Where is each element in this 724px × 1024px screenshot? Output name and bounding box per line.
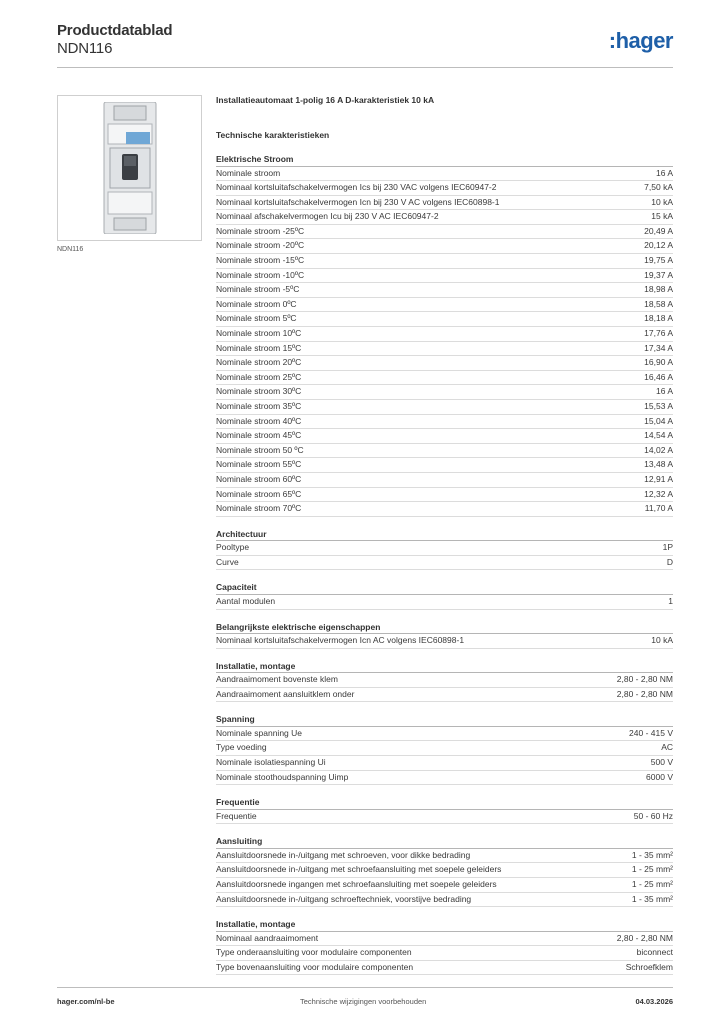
spec-label: Nominale stroom 35ºC xyxy=(216,401,302,411)
spec-value: 2,80 - 2,80 NM xyxy=(616,688,673,699)
spec-section xyxy=(216,660,673,703)
spec-row xyxy=(216,239,673,254)
spec-row xyxy=(216,181,673,196)
spec-label: Nominale stroom 20ºC xyxy=(216,357,302,368)
spec-section xyxy=(216,528,673,571)
spec-row xyxy=(216,488,673,503)
spec-label: Aansluitdoorsnede ingangen met schroefaansluiting met soepele geleiders xyxy=(216,878,497,889)
spec-label: Nominale stroom -15ºC xyxy=(216,255,305,266)
spec-row xyxy=(216,556,673,571)
footer-disclaimer: Technische wijzigingen voorbehouden xyxy=(300,997,427,1006)
spec-value: 16,46 A xyxy=(644,371,673,382)
circuit-breaker-icon xyxy=(96,102,164,234)
spec-row xyxy=(216,327,673,342)
spec-value: 16 A xyxy=(655,386,673,397)
spec-value: 2,80 - 2,80 NM xyxy=(616,674,673,685)
spec-row xyxy=(216,502,673,517)
header-divider xyxy=(57,67,673,68)
spec-section xyxy=(216,153,673,517)
spec-section xyxy=(216,581,673,609)
footer-divider xyxy=(57,987,673,988)
spec-value: 12,91 A xyxy=(644,473,673,484)
spec-row xyxy=(216,893,673,908)
spec-label: Nominale stroom -10ºC xyxy=(216,269,305,280)
hager-logo: :hager xyxy=(608,28,673,53)
spec-label: Pooltype xyxy=(216,542,250,553)
spec-value: 50 - 60 Hz xyxy=(633,810,673,821)
spec-row xyxy=(216,932,673,947)
spec-value: D xyxy=(666,556,673,567)
spec-value: 16 A xyxy=(655,167,673,178)
spec-value: 17,76 A xyxy=(644,328,673,339)
spec-value: 15 kA xyxy=(651,211,673,222)
spec-label: Nominaal aandraaimoment xyxy=(216,932,319,943)
spec-value: 12,32 A xyxy=(644,488,673,499)
section-title: Installatie, montage xyxy=(216,918,673,932)
spec-label: Frequentie xyxy=(216,810,257,821)
spec-label: Nominaal afschakelvermogen Icu bij 230 V AC IEC60947-2 xyxy=(216,211,439,222)
spec-row xyxy=(216,473,673,488)
spec-row xyxy=(216,196,673,211)
section-title: Architectuur xyxy=(216,528,673,542)
spec-row xyxy=(216,269,673,284)
spec-label: Aandraaimoment aansluitklem onder xyxy=(216,688,355,699)
spec-label: Type voeding xyxy=(216,742,267,753)
spec-row xyxy=(216,878,673,893)
spec-label: Nominale stoothoudspanning Uimp xyxy=(216,771,349,782)
spec-value: AC xyxy=(661,742,673,753)
spec-label: Nominale stroom 65ºC xyxy=(216,488,302,499)
spec-label: Nominale stroom 10ºC xyxy=(216,328,302,339)
spec-value: 17,34 A xyxy=(644,342,673,353)
spec-label: Nominale stroom -25ºC xyxy=(216,225,305,236)
spec-row xyxy=(216,961,673,976)
spec-label: Nominale stroom 25ºC xyxy=(216,371,302,382)
spec-label: Nominaal kortsluitafschakelvermogen Icn bij 230 V AC volgens IEC60898-1 xyxy=(216,196,500,207)
spec-row xyxy=(216,312,673,327)
product-image xyxy=(57,95,202,241)
tech-characteristics-title: Technische karakteristieken xyxy=(216,130,330,140)
spec-value: 7,50 kA xyxy=(644,182,673,193)
spec-value: 11,70 A xyxy=(644,503,673,514)
spec-row xyxy=(216,810,673,825)
section-title: Installatie, montage xyxy=(216,660,673,674)
spec-sections xyxy=(216,153,673,975)
spec-value: 1 - 25 mm² xyxy=(631,878,673,889)
spec-row xyxy=(216,673,673,688)
spec-value: 10 kA xyxy=(651,196,673,207)
spec-row xyxy=(216,342,673,357)
spec-value: 18,18 A xyxy=(644,313,673,324)
page-header xyxy=(57,22,673,66)
spec-value: 20,49 A xyxy=(644,225,673,236)
spec-value: 1 - 35 mm² xyxy=(631,849,673,860)
spec-content xyxy=(216,95,673,975)
spec-row xyxy=(216,400,673,415)
spec-row xyxy=(216,385,673,400)
spec-row xyxy=(216,634,673,649)
spec-value: 19,75 A xyxy=(644,255,673,266)
spec-section xyxy=(216,621,673,649)
spec-label: Nominale stroom 0ºC xyxy=(216,298,297,309)
spec-value: 18,58 A xyxy=(644,298,673,309)
spec-row xyxy=(216,946,673,961)
spec-label: Nominale spanning Ue xyxy=(216,727,302,738)
spec-label: Aantal modulen xyxy=(216,595,276,606)
spec-label: Curve xyxy=(216,556,239,567)
spec-row xyxy=(216,541,673,556)
spec-row xyxy=(216,688,673,703)
spec-row xyxy=(216,225,673,240)
footer-website: hager.com/nl-be xyxy=(57,997,115,1006)
spec-label: Type onderaansluiting voor modulaire componenten xyxy=(216,947,412,958)
spec-row xyxy=(216,756,673,771)
spec-label: Aandraaimoment bovenste klem xyxy=(216,674,338,685)
spec-value: biconnect xyxy=(636,947,673,958)
image-caption: NDN116 xyxy=(57,246,84,253)
spec-row xyxy=(216,444,673,459)
section-title: Frequentie xyxy=(216,796,673,810)
spec-value: 1 xyxy=(668,595,673,606)
spec-row xyxy=(216,167,673,182)
spec-label: Nominaal kortsluitafschakelvermogen Ics bij 230 VAC volgens IEC60947-2 xyxy=(216,182,497,193)
spec-row xyxy=(216,283,673,298)
spec-label: Nominale stroom 15ºC xyxy=(216,342,302,353)
spec-value: 19,37 A xyxy=(644,269,673,280)
spec-label: Nominale stroom 70ºC xyxy=(216,503,302,514)
spec-label: Nominale stroom xyxy=(216,167,281,178)
spec-section xyxy=(216,918,673,975)
spec-row xyxy=(216,595,673,610)
product-description: Installatieautomaat 1-polig 16 A D-karakteristiek 10 kA xyxy=(216,95,435,105)
spec-label: Nominale stroom 5ºC xyxy=(216,313,297,324)
spec-label: Nominale stroom 40ºC xyxy=(216,415,302,426)
spec-value: 1 - 35 mm² xyxy=(631,893,673,904)
spec-row xyxy=(216,727,673,742)
spec-value: 18,98 A xyxy=(644,284,673,295)
spec-value: 10 kA xyxy=(651,635,673,646)
spec-section xyxy=(216,713,673,785)
spec-value: Schroefklem xyxy=(625,961,673,972)
spec-label: Nominale stroom -5ºC xyxy=(216,284,300,295)
spec-value: 2,80 - 2,80 NM xyxy=(616,932,673,943)
spec-label: Nominale stroom 55ºC xyxy=(216,459,302,470)
spec-row xyxy=(216,254,673,269)
spec-label: Nominale stroom 45ºC xyxy=(216,430,302,441)
spec-row xyxy=(216,429,673,444)
spec-value: 16,90 A xyxy=(644,357,673,368)
spec-label: Nominale isolatiespanning Ui xyxy=(216,757,326,767)
section-title: Belangrijkste elektrische eigenschappen xyxy=(216,621,673,635)
spec-row xyxy=(216,771,673,786)
footer-date: 04.03.2026 xyxy=(635,997,673,1006)
spec-value: 14,02 A xyxy=(644,444,673,455)
spec-value: 15,04 A xyxy=(644,415,673,426)
spec-label: Type bovenaansluiting voor modulaire componenten xyxy=(216,961,414,972)
spec-value: 1 - 25 mm² xyxy=(631,864,673,875)
spec-value: 240 - 415 V xyxy=(629,727,673,738)
spec-row xyxy=(216,371,673,386)
spec-value: 20,12 A xyxy=(644,240,673,251)
spec-row xyxy=(216,415,673,430)
spec-row xyxy=(216,458,673,473)
spec-label: Nominale stroom -20ºC xyxy=(216,240,305,251)
section-title: Capaciteit xyxy=(216,581,673,595)
spec-label: Nominale stroom 50 ºC xyxy=(216,444,304,455)
document-title: Productdatablad xyxy=(57,22,173,39)
spec-value: 1P xyxy=(662,542,673,553)
product-code: NDN116 xyxy=(57,40,113,57)
spec-label: Nominaal kortsluitafschakelvermogen Icn AC volgens IEC60898-1 xyxy=(216,635,465,646)
spec-label: Nominale stroom 60ºC xyxy=(216,473,302,484)
section-title: Elektrische Stroom xyxy=(216,153,673,167)
spec-label: Aansluitdoorsnede in-/uitgang met schroefaansluiting met soepele geleiders xyxy=(216,864,502,875)
spec-value: 14,54 A xyxy=(644,430,673,441)
spec-value: 13,48 A xyxy=(644,459,673,470)
spec-value: 500 V xyxy=(650,757,673,767)
spec-label: Nominale stroom 30ºC xyxy=(216,386,302,397)
spec-row xyxy=(216,356,673,371)
spec-label: Aansluitdoorsnede in-/uitgang schroeftechniek, voorstijve bedrading xyxy=(216,893,472,904)
spec-label: Aansluitdoorsnede in-/uitgang met schroeven, voor dikke bedrading xyxy=(216,849,471,860)
spec-row xyxy=(216,298,673,313)
spec-row xyxy=(216,863,673,878)
spec-row xyxy=(216,210,673,225)
spec-section xyxy=(216,835,673,907)
spec-value: 15,53 A xyxy=(644,401,673,411)
spec-row xyxy=(216,741,673,756)
spec-section xyxy=(216,796,673,824)
section-title: Aansluiting xyxy=(216,835,673,849)
section-title: Spanning xyxy=(216,713,673,727)
spec-value: 6000 V xyxy=(646,771,673,782)
spec-row xyxy=(216,849,673,864)
